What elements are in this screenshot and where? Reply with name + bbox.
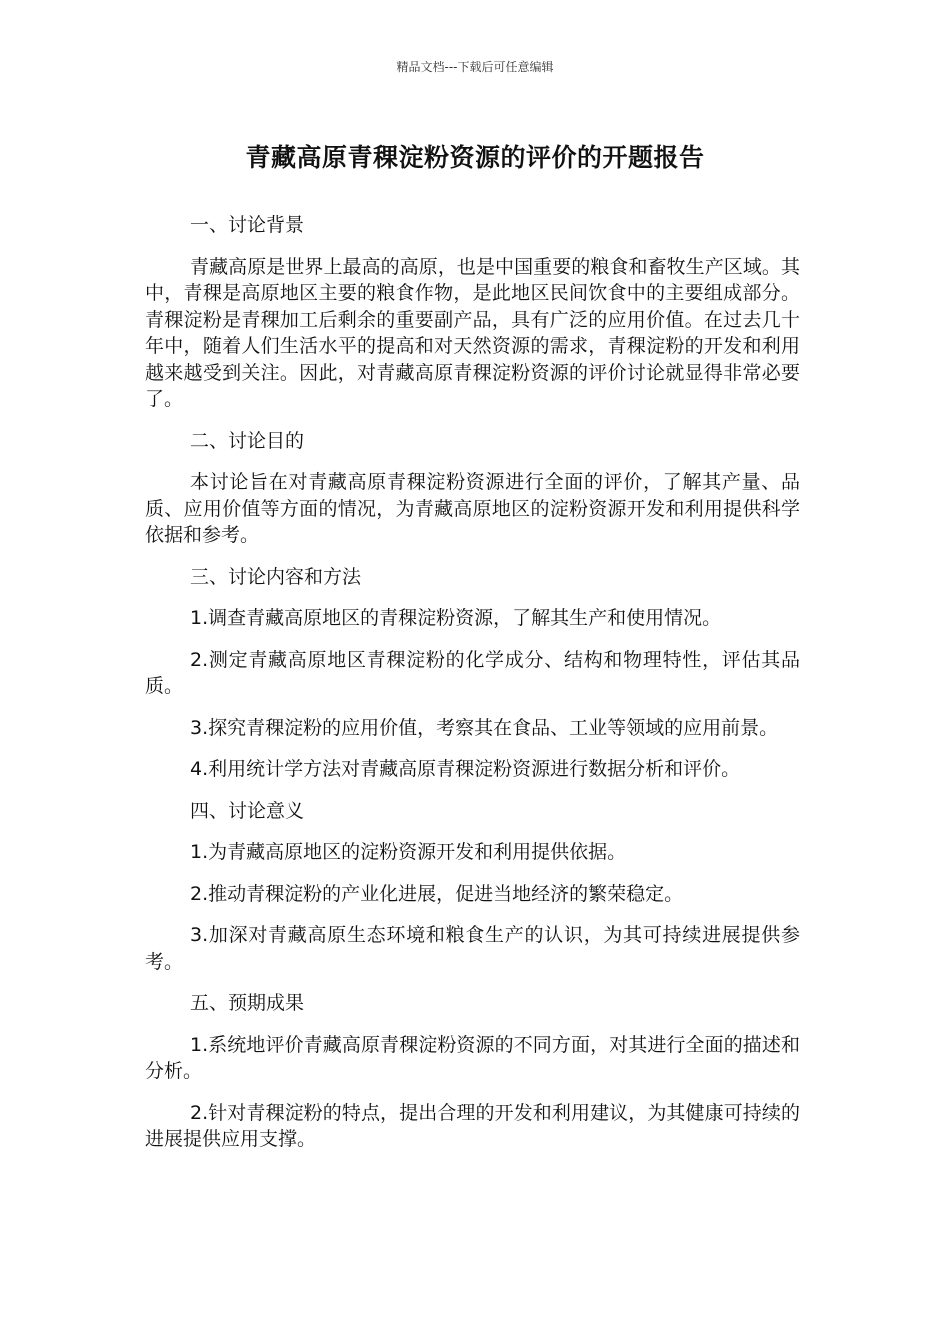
purpose-paragraph: 本讨论旨在对青藏高原青稞淀粉资源进行全面的评价，了解其产量、品质、应用价值等方面的情况，为青藏高原地区的淀粉资源开发和利用提供科学依据和参考。 <box>145 471 800 546</box>
significance-item-1: 1.为青藏高原地区的淀粉资源开发和利用提供依据。 <box>190 841 627 863</box>
section-heading-background: 一、讨论背景 <box>190 214 305 236</box>
section-heading-content-methods: 三、讨论内容和方法 <box>190 565 362 588</box>
expected-result-item-1: 1.系统地评价青藏高原青稞淀粉资源的不同方面，对其进行全面的描述和分析。 <box>145 1033 800 1082</box>
expected-result-item-2: 2.针对青稞淀粉的特点，提出合理的开发和利用建议，为其健康可持续的进展提供应用支撑。 <box>145 1101 800 1150</box>
section-heading-expected-results: 五、预期成果 <box>190 992 305 1014</box>
background-paragraph: 青藏高原是世界上最高的高原，也是中国重要的粮食和畜牧生产区域。其中，青稞是高原地区主要的粮食作物，是此地区民间饮食中的主要组成部分。青稞淀粉是青稞加工后剩余的重要副产品，具有广泛的应用价值。在过去几十年中，随着人们生活水平的提高和对天然资源的需求，青稞淀粉的开发和利用越来越受到关注。因此，对青藏高原青稞淀粉资源的评价讨论就显得非常必要了。 <box>145 255 800 410</box>
significance-item-3: 3.加深对青藏高原生态环境和粮食生产的认识，为其可持续进展提供参考。 <box>145 924 800 973</box>
document-body <box>145 212 800 1168</box>
content-item-4: 4.利用统计学方法对青藏高原青稞淀粉资源进行数据分析和评价。 <box>190 758 741 780</box>
section-heading-significance: 四、讨论意义 <box>190 799 305 822</box>
content-item-3: 3.探究青稞淀粉的应用价值，考察其在食品、工业等领域的应用前景。 <box>190 716 779 739</box>
content-item-2: 2.测定青藏高原地区青稞淀粉的化学成分、结构和物理特性，评估其品质。 <box>145 648 800 697</box>
header-note: 精品文档---下载后可任意编辑 <box>396 60 554 74</box>
document-title: 青藏高原青稞淀粉资源的评价的开题报告 <box>245 143 705 172</box>
significance-item-2: 2.推动青稞淀粉的产业化进展，促进当地经济的繁荣稳定。 <box>190 882 684 905</box>
section-heading-purpose: 二、讨论目的 <box>190 429 305 452</box>
content-item-1: 1.调查青藏高原地区的青稞淀粉资源，了解其生产和使用情况。 <box>190 607 722 629</box>
